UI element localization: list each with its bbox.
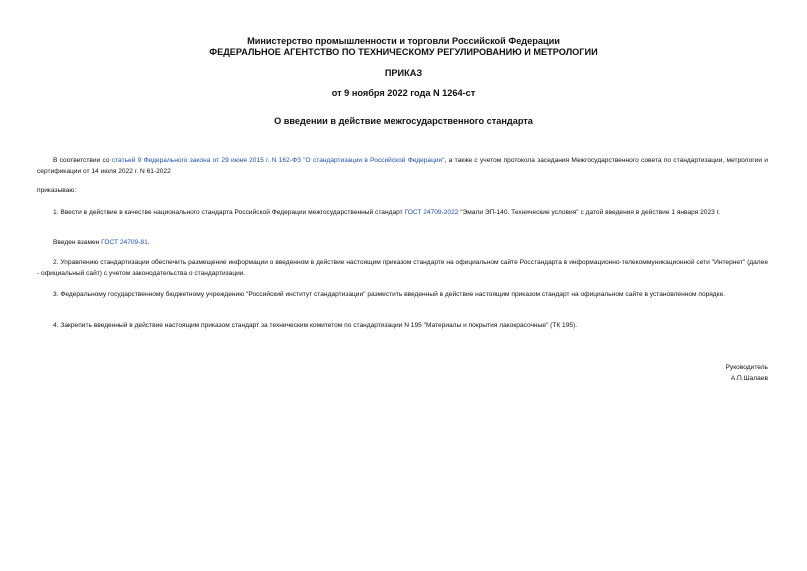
document-date-number: от 9 ноября 2022 года N 1264-ст	[331, 88, 476, 98]
replaced-paragraph	[37, 237, 768, 248]
intro-paragraph	[37, 155, 768, 177]
item-1-paragraph	[37, 207, 768, 218]
item-4-paragraph: 4. Закрепить введенный в действие настоящим приказом стандарт за техническим комитетом по стандартизации N 195 "Материалы и покрытия лакокрасочные" (ТК 195).	[53, 322, 578, 329]
agency-name: ФЕДЕРАЛЬНОЕ АГЕНТСТВО ПО ТЕХНИЧЕСКОМУ РЕГУЛИРОВАНИЮ И МЕТРОЛОГИИ	[209, 47, 598, 57]
intro-suffix: , а также с учетом протокола заседания Межгосударственного совета по стандартизации, метрологии и сертификации от 14 июля 2022 г. N 61-2022	[37, 157, 768, 175]
document-type: ПРИКАЗ	[384, 68, 423, 78]
intro-prefix: В соответствии со	[53, 157, 112, 164]
signature-block	[726, 362, 768, 384]
gost-24709-2022-link[interactable]: ГОСТ 24709-2022	[404, 209, 459, 216]
gost-24709-81-link[interactable]: ГОСТ 24709-81	[101, 239, 148, 246]
order-word: приказываю:	[37, 187, 77, 194]
federal-law-link[interactable]: статьей 9 Федерального закона от 29 июня 2015 г. N 162-ФЗ "О стандартизации в Российской Федерации"	[111, 157, 445, 164]
document-subject: О введении в действие межгосударственного стандарта	[274, 116, 533, 126]
replaced-suffix: .	[147, 239, 150, 246]
signatory-name: А.П.Шалаев	[730, 375, 768, 382]
replaced-prefix: Введен взамен	[53, 239, 102, 246]
item-1-suffix: "Эмали ЭП-140. Технические условия" с датой введения в действие 1 января 2023 г.	[458, 209, 721, 216]
ministry-name: Министерство промышленности и торговли Российской Федерации	[247, 36, 560, 46]
item-3-paragraph: 3. Федеральному государственному бюджетному учреждению "Российский институт стандартизации" разместить введенный в действие настоящим приказом стандарт на официальном сайте в установленном порядке.	[53, 291, 726, 298]
item-2-paragraph: 2. Управлению стандартизации обеспечить размещение информации о введенном в действие настоящим приказом стандарте на официальном сайте Росстандарта в информационно-телекоммуникационной сети "Интернет" (далее - официальный сайт) с учетом законодательства о стандартизации.	[37, 259, 768, 277]
item-1-prefix: 1. Ввести в действие в качестве национального стандарта Российской Федерации межгосударственный стандарт	[53, 209, 405, 216]
signatory-title: Руководитель	[725, 364, 768, 371]
